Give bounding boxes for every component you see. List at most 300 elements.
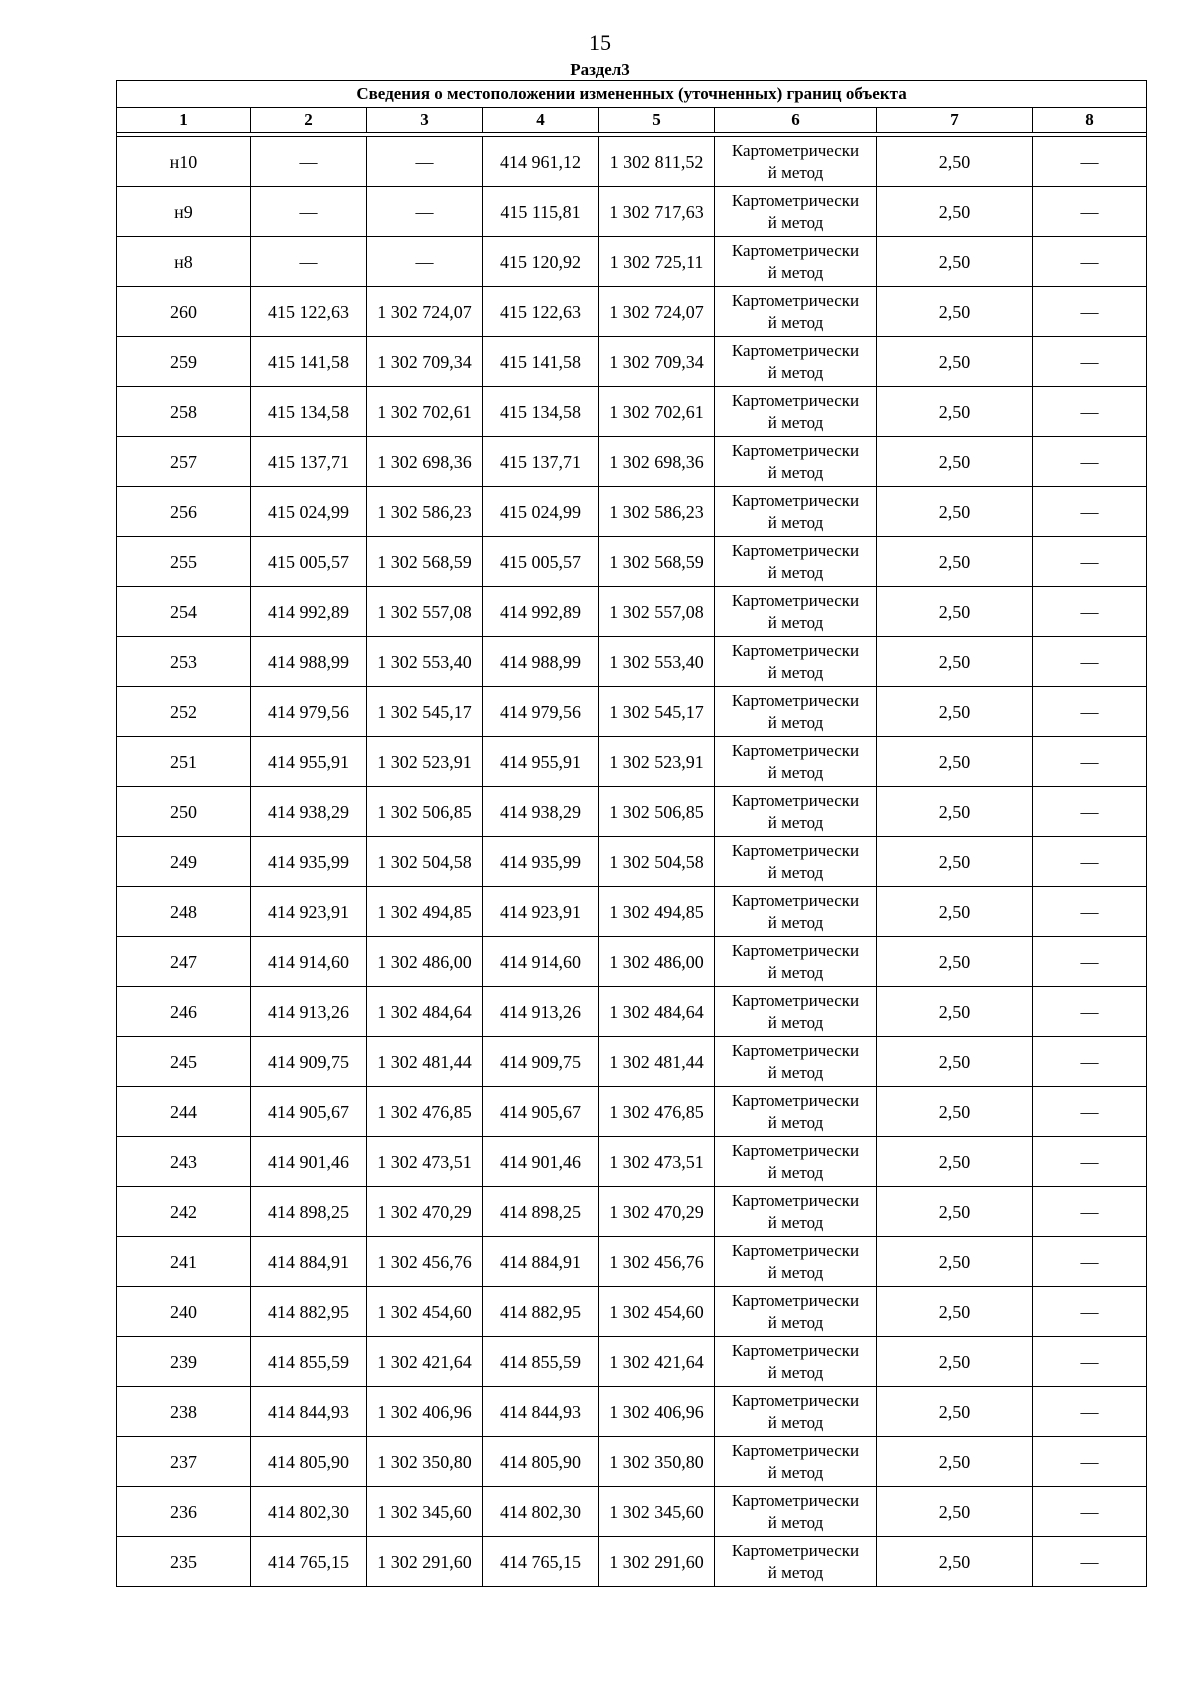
- method-cell: [715, 587, 877, 637]
- method-line-2: й метод: [767, 912, 824, 932]
- description-cell: —: [1033, 687, 1147, 737]
- existing-y-cell: 1 302 586,23: [367, 487, 483, 537]
- table-row: [117, 1087, 1147, 1137]
- method-line-2: й метод: [767, 1362, 824, 1382]
- table-row: [117, 1137, 1147, 1187]
- description-cell: —: [1033, 1187, 1147, 1237]
- accuracy-cell: 2,50: [877, 837, 1033, 887]
- new-y-cell: 1 302 345,60: [599, 1487, 715, 1537]
- method-cell: [715, 1337, 877, 1387]
- accuracy-cell: 2,50: [877, 1387, 1033, 1437]
- method-line-1: Картометрически: [731, 1040, 860, 1060]
- new-y-cell: 1 302 454,60: [599, 1287, 715, 1337]
- new-x-cell: 414 961,12: [483, 137, 599, 187]
- new-x-cell: 414 855,59: [483, 1337, 599, 1387]
- existing-y-cell: 1 302 486,00: [367, 937, 483, 987]
- point-number-cell: 236: [117, 1487, 251, 1537]
- accuracy-cell: 2,50: [877, 687, 1033, 737]
- method-cell: [715, 737, 877, 787]
- existing-x-cell: 415 141,58: [251, 337, 367, 387]
- new-x-cell: 415 005,57: [483, 537, 599, 587]
- table-row: [117, 487, 1147, 537]
- new-x-cell: 414 955,91: [483, 737, 599, 787]
- new-y-cell: 1 302 484,64: [599, 987, 715, 1037]
- description-cell: —: [1033, 987, 1147, 1037]
- method-line-2: й метод: [767, 1112, 824, 1132]
- accuracy-cell: 2,50: [877, 637, 1033, 687]
- existing-x-cell: 414 805,90: [251, 1437, 367, 1487]
- point-number-cell: 240: [117, 1287, 251, 1337]
- table-row: [117, 1237, 1147, 1287]
- method-cell: [715, 287, 877, 337]
- method-line-2: й метод: [767, 1562, 824, 1582]
- description-cell: —: [1033, 1437, 1147, 1487]
- point-number-cell: н10: [117, 137, 251, 187]
- existing-y-cell: 1 302 709,34: [367, 337, 483, 387]
- new-x-cell: 414 898,25: [483, 1187, 599, 1237]
- method-cell: [715, 437, 877, 487]
- column-header: 1: [117, 108, 251, 133]
- method-cell: [715, 1537, 877, 1587]
- method-line-1: Картометрически: [731, 290, 860, 310]
- existing-y-cell: 1 302 702,61: [367, 387, 483, 437]
- table-body: [117, 137, 1147, 1587]
- accuracy-cell: 2,50: [877, 1237, 1033, 1287]
- existing-x-cell: 415 134,58: [251, 387, 367, 437]
- table-caption: Сведения о местоположении измененных (уточненных) границ объекта: [117, 81, 1147, 108]
- new-y-cell: 1 302 470,29: [599, 1187, 715, 1237]
- method-cell: [715, 1287, 877, 1337]
- existing-y-cell: 1 302 470,29: [367, 1187, 483, 1237]
- existing-y-cell: 1 302 553,40: [367, 637, 483, 687]
- table-row: [117, 1287, 1147, 1337]
- existing-x-cell: 414 913,26: [251, 987, 367, 1037]
- description-cell: —: [1033, 537, 1147, 587]
- method-line-2: й метод: [767, 1312, 824, 1332]
- new-y-cell: 1 302 698,36: [599, 437, 715, 487]
- table-row: [117, 687, 1147, 737]
- method-line-2: й метод: [767, 612, 824, 632]
- existing-y-cell: 1 302 545,17: [367, 687, 483, 737]
- existing-y-cell: 1 302 350,80: [367, 1437, 483, 1487]
- existing-y-cell: 1 302 523,91: [367, 737, 483, 787]
- new-x-cell: 415 137,71: [483, 437, 599, 487]
- description-cell: —: [1033, 387, 1147, 437]
- existing-x-cell: 414 905,67: [251, 1087, 367, 1137]
- point-number-cell: 245: [117, 1037, 251, 1087]
- existing-x-cell: 415 024,99: [251, 487, 367, 537]
- description-cell: —: [1033, 1137, 1147, 1187]
- new-x-cell: 415 024,99: [483, 487, 599, 537]
- new-x-cell: 414 805,90: [483, 1437, 599, 1487]
- new-x-cell: 415 141,58: [483, 337, 599, 387]
- method-line-2: й метод: [767, 862, 824, 882]
- method-line-2: й метод: [767, 712, 824, 732]
- point-number-cell: 258: [117, 387, 251, 437]
- method-cell: [715, 487, 877, 537]
- existing-x-cell: 414 938,29: [251, 787, 367, 837]
- method-line-2: й метод: [767, 1412, 824, 1432]
- existing-y-cell: 1 302 568,59: [367, 537, 483, 587]
- new-x-cell: 414 938,29: [483, 787, 599, 837]
- existing-y-cell: 1 302 494,85: [367, 887, 483, 937]
- method-line-2: й метод: [767, 1012, 824, 1032]
- method-line-1: Картометрически: [731, 590, 860, 610]
- table-row: [117, 637, 1147, 687]
- description-cell: —: [1033, 1037, 1147, 1087]
- description-cell: —: [1033, 337, 1147, 387]
- method-line-2: й метод: [767, 562, 824, 582]
- existing-x-cell: 414 955,91: [251, 737, 367, 787]
- method-line-1: Картометрически: [731, 1540, 860, 1560]
- method-cell: [715, 1437, 877, 1487]
- new-y-cell: 1 302 350,80: [599, 1437, 715, 1487]
- existing-x-cell: 414 914,60: [251, 937, 367, 987]
- new-y-cell: 1 302 557,08: [599, 587, 715, 637]
- point-number-cell: 244: [117, 1087, 251, 1137]
- method-cell: [715, 187, 877, 237]
- method-line-2: й метод: [767, 812, 824, 832]
- new-x-cell: 414 909,75: [483, 1037, 599, 1087]
- existing-y-cell: 1 302 456,76: [367, 1237, 483, 1287]
- new-x-cell: 414 882,95: [483, 1287, 599, 1337]
- method-cell: [715, 1087, 877, 1137]
- existing-x-cell: 414 884,91: [251, 1237, 367, 1287]
- method-line-1: Картометрически: [731, 1240, 860, 1260]
- method-line-2: й метод: [767, 162, 824, 182]
- point-number-cell: 256: [117, 487, 251, 537]
- accuracy-cell: 2,50: [877, 1137, 1033, 1187]
- table-row: [117, 737, 1147, 787]
- column-header: 2: [251, 108, 367, 133]
- column-header: 6: [715, 108, 877, 133]
- existing-y-cell: —: [367, 137, 483, 187]
- existing-x-cell: 414 844,93: [251, 1387, 367, 1437]
- new-y-cell: 1 302 717,63: [599, 187, 715, 237]
- existing-x-cell: 414 855,59: [251, 1337, 367, 1387]
- method-cell: [715, 637, 877, 687]
- method-cell: [715, 687, 877, 737]
- new-x-cell: 414 802,30: [483, 1487, 599, 1537]
- new-x-cell: 415 115,81: [483, 187, 599, 237]
- method-line-1: Картометрически: [731, 340, 860, 360]
- method-line-2: й метод: [767, 362, 824, 382]
- method-line-1: Картометрически: [731, 690, 860, 710]
- new-y-cell: 1 302 523,91: [599, 737, 715, 787]
- point-number-cell: 252: [117, 687, 251, 737]
- method-line-2: й метод: [767, 262, 824, 282]
- new-y-cell: 1 302 456,76: [599, 1237, 715, 1287]
- new-y-cell: 1 302 709,34: [599, 337, 715, 387]
- point-number-cell: 251: [117, 737, 251, 787]
- point-number-cell: 248: [117, 887, 251, 937]
- method-line-1: Картометрически: [731, 190, 860, 210]
- existing-y-cell: 1 302 506,85: [367, 787, 483, 837]
- method-line-1: Картометрически: [731, 990, 860, 1010]
- existing-x-cell: 414 979,56: [251, 687, 367, 737]
- table-row: [117, 837, 1147, 887]
- description-cell: —: [1033, 737, 1147, 787]
- new-y-cell: 1 302 553,40: [599, 637, 715, 687]
- description-cell: —: [1033, 237, 1147, 287]
- description-cell: —: [1033, 1287, 1147, 1337]
- new-y-cell: 1 302 494,85: [599, 887, 715, 937]
- description-cell: —: [1033, 187, 1147, 237]
- method-line-2: й метод: [767, 1062, 824, 1082]
- new-x-cell: 414 992,89: [483, 587, 599, 637]
- method-line-1: Картометрически: [731, 790, 860, 810]
- new-x-cell: 414 914,60: [483, 937, 599, 987]
- existing-y-cell: 1 302 476,85: [367, 1087, 483, 1137]
- existing-y-cell: 1 302 724,07: [367, 287, 483, 337]
- method-line-1: Картометрически: [731, 840, 860, 860]
- table-row: [117, 337, 1147, 387]
- new-x-cell: 414 979,56: [483, 687, 599, 737]
- method-cell: [715, 1187, 877, 1237]
- table-row: [117, 987, 1147, 1037]
- accuracy-cell: 2,50: [877, 987, 1033, 1037]
- existing-y-cell: 1 302 504,58: [367, 837, 483, 887]
- table-row: [117, 1437, 1147, 1487]
- new-y-cell: 1 302 406,96: [599, 1387, 715, 1437]
- column-header-row: [117, 108, 1147, 133]
- new-x-cell: 415 120,92: [483, 237, 599, 287]
- new-x-cell: 414 988,99: [483, 637, 599, 687]
- table-row: [117, 187, 1147, 237]
- method-line-2: й метод: [767, 1512, 824, 1532]
- point-number-cell: 239: [117, 1337, 251, 1387]
- existing-y-cell: 1 302 345,60: [367, 1487, 483, 1537]
- method-line-2: й метод: [767, 1462, 824, 1482]
- point-number-cell: 241: [117, 1237, 251, 1287]
- description-cell: —: [1033, 437, 1147, 487]
- new-x-cell: 415 122,63: [483, 287, 599, 337]
- accuracy-cell: 2,50: [877, 137, 1033, 187]
- accuracy-cell: 2,50: [877, 1487, 1033, 1537]
- description-cell: —: [1033, 887, 1147, 937]
- point-number-cell: 249: [117, 837, 251, 887]
- existing-y-cell: 1 302 406,96: [367, 1387, 483, 1437]
- point-number-cell: 247: [117, 937, 251, 987]
- accuracy-cell: 2,50: [877, 887, 1033, 937]
- point-number-cell: 260: [117, 287, 251, 337]
- new-x-cell: 415 134,58: [483, 387, 599, 437]
- point-number-cell: 253: [117, 637, 251, 687]
- new-x-cell: 414 923,91: [483, 887, 599, 937]
- description-cell: —: [1033, 287, 1147, 337]
- existing-x-cell: 415 005,57: [251, 537, 367, 587]
- point-number-cell: 259: [117, 337, 251, 387]
- accuracy-cell: 2,50: [877, 1537, 1033, 1587]
- existing-y-cell: 1 302 291,60: [367, 1537, 483, 1587]
- method-line-1: Картометрически: [731, 1140, 860, 1160]
- method-line-2: й метод: [767, 762, 824, 782]
- table-row: [117, 587, 1147, 637]
- accuracy-cell: 2,50: [877, 487, 1033, 537]
- new-x-cell: 414 935,99: [483, 837, 599, 887]
- accuracy-cell: 2,50: [877, 337, 1033, 387]
- description-cell: —: [1033, 1087, 1147, 1137]
- table-row: [117, 887, 1147, 937]
- method-cell: [715, 1387, 877, 1437]
- existing-x-cell: 414 935,99: [251, 837, 367, 887]
- description-cell: —: [1033, 1387, 1147, 1437]
- new-y-cell: 1 302 724,07: [599, 287, 715, 337]
- method-line-2: й метод: [767, 462, 824, 482]
- coordinates-table: [116, 80, 1147, 1587]
- table-row: [117, 1487, 1147, 1537]
- existing-x-cell: 414 882,95: [251, 1287, 367, 1337]
- accuracy-cell: 2,50: [877, 1087, 1033, 1137]
- existing-x-cell: 414 923,91: [251, 887, 367, 937]
- accuracy-cell: 2,50: [877, 737, 1033, 787]
- method-cell: [715, 1137, 877, 1187]
- accuracy-cell: 2,50: [877, 187, 1033, 237]
- new-x-cell: 414 913,26: [483, 987, 599, 1037]
- new-y-cell: 1 302 481,44: [599, 1037, 715, 1087]
- new-x-cell: 414 901,46: [483, 1137, 599, 1187]
- new-y-cell: 1 302 725,11: [599, 237, 715, 287]
- table-row: [117, 1337, 1147, 1387]
- method-cell: [715, 1487, 877, 1537]
- method-line-1: Картометрически: [731, 890, 860, 910]
- column-header: 4: [483, 108, 599, 133]
- method-cell: [715, 337, 877, 387]
- table-row: [117, 387, 1147, 437]
- point-number-cell: 254: [117, 587, 251, 637]
- method-line-1: Картометрически: [731, 1340, 860, 1360]
- method-line-1: Картометрически: [731, 1390, 860, 1410]
- description-cell: —: [1033, 837, 1147, 887]
- existing-x-cell: 415 137,71: [251, 437, 367, 487]
- point-number-cell: 235: [117, 1537, 251, 1587]
- existing-x-cell: —: [251, 187, 367, 237]
- existing-y-cell: —: [367, 237, 483, 287]
- method-line-1: Картометрически: [731, 1090, 860, 1110]
- table-row: [117, 1187, 1147, 1237]
- method-cell: [715, 1237, 877, 1287]
- point-number-cell: 238: [117, 1387, 251, 1437]
- method-cell: [715, 237, 877, 287]
- new-y-cell: 1 302 811,52: [599, 137, 715, 187]
- method-line-2: й метод: [767, 1262, 824, 1282]
- accuracy-cell: 2,50: [877, 787, 1033, 837]
- page-number: 15: [589, 30, 611, 55]
- method-cell: [715, 887, 877, 937]
- existing-y-cell: —: [367, 187, 483, 237]
- description-cell: —: [1033, 1237, 1147, 1287]
- method-line-1: Картометрически: [731, 1190, 860, 1210]
- new-y-cell: 1 302 476,85: [599, 1087, 715, 1137]
- new-y-cell: 1 302 291,60: [599, 1537, 715, 1587]
- method-line-2: й метод: [767, 1162, 824, 1182]
- description-cell: —: [1033, 587, 1147, 637]
- method-cell: [715, 787, 877, 837]
- new-y-cell: 1 302 473,51: [599, 1137, 715, 1187]
- accuracy-cell: 2,50: [877, 437, 1033, 487]
- method-line-1: Картометрически: [731, 1490, 860, 1510]
- accuracy-cell: 2,50: [877, 1037, 1033, 1087]
- method-line-1: Картометрически: [731, 1290, 860, 1310]
- existing-x-cell: 414 901,46: [251, 1137, 367, 1187]
- table-row: [117, 537, 1147, 587]
- existing-x-cell: 415 122,63: [251, 287, 367, 337]
- accuracy-cell: 2,50: [877, 1437, 1033, 1487]
- method-line-1: Картометрически: [731, 140, 860, 160]
- existing-x-cell: 414 802,30: [251, 1487, 367, 1537]
- existing-y-cell: 1 302 698,36: [367, 437, 483, 487]
- method-cell: [715, 537, 877, 587]
- existing-x-cell: 414 988,99: [251, 637, 367, 687]
- new-y-cell: 1 302 568,59: [599, 537, 715, 587]
- method-cell: [715, 1037, 877, 1087]
- point-number-cell: 237: [117, 1437, 251, 1487]
- new-y-cell: 1 302 545,17: [599, 687, 715, 737]
- point-number-cell: н9: [117, 187, 251, 237]
- method-line-2: й метод: [767, 512, 824, 532]
- method-cell: [715, 837, 877, 887]
- new-y-cell: 1 302 421,64: [599, 1337, 715, 1387]
- new-x-cell: 414 905,67: [483, 1087, 599, 1137]
- method-line-1: Картометрически: [731, 390, 860, 410]
- method-line-1: Картометрически: [731, 740, 860, 760]
- existing-y-cell: 1 302 557,08: [367, 587, 483, 637]
- column-header: 7: [877, 108, 1033, 133]
- accuracy-cell: 2,50: [877, 1187, 1033, 1237]
- existing-x-cell: 414 909,75: [251, 1037, 367, 1087]
- point-number-cell: 257: [117, 437, 251, 487]
- table-row: [117, 937, 1147, 987]
- table-row: [117, 1387, 1147, 1437]
- accuracy-cell: 2,50: [877, 937, 1033, 987]
- accuracy-cell: 2,50: [877, 287, 1033, 337]
- point-number-cell: 250: [117, 787, 251, 837]
- new-y-cell: 1 302 486,00: [599, 937, 715, 987]
- existing-y-cell: 1 302 481,44: [367, 1037, 483, 1087]
- table-row: [117, 1037, 1147, 1087]
- existing-x-cell: 414 992,89: [251, 587, 367, 637]
- method-line-2: й метод: [767, 962, 824, 982]
- description-cell: —: [1033, 937, 1147, 987]
- method-cell: [715, 987, 877, 1037]
- method-line-2: й метод: [767, 662, 824, 682]
- accuracy-cell: 2,50: [877, 237, 1033, 287]
- existing-y-cell: 1 302 421,64: [367, 1337, 483, 1387]
- description-cell: —: [1033, 487, 1147, 537]
- method-cell: [715, 137, 877, 187]
- new-x-cell: 414 765,15: [483, 1537, 599, 1587]
- existing-y-cell: 1 302 473,51: [367, 1137, 483, 1187]
- method-line-1: Картометрически: [731, 240, 860, 260]
- accuracy-cell: 2,50: [877, 1337, 1033, 1387]
- description-cell: —: [1033, 137, 1147, 187]
- table-row: [117, 137, 1147, 187]
- table-row: [117, 287, 1147, 337]
- column-header: 5: [599, 108, 715, 133]
- table-row: [117, 237, 1147, 287]
- existing-x-cell: —: [251, 237, 367, 287]
- method-line-1: Картометрически: [731, 640, 860, 660]
- method-line-1: Картометрически: [731, 490, 860, 510]
- table-row: [117, 437, 1147, 487]
- new-x-cell: 414 884,91: [483, 1237, 599, 1287]
- accuracy-cell: 2,50: [877, 537, 1033, 587]
- existing-y-cell: 1 302 484,64: [367, 987, 483, 1037]
- existing-y-cell: 1 302 454,60: [367, 1287, 483, 1337]
- table-row: [117, 787, 1147, 837]
- column-header: 8: [1033, 108, 1147, 133]
- method-cell: [715, 387, 877, 437]
